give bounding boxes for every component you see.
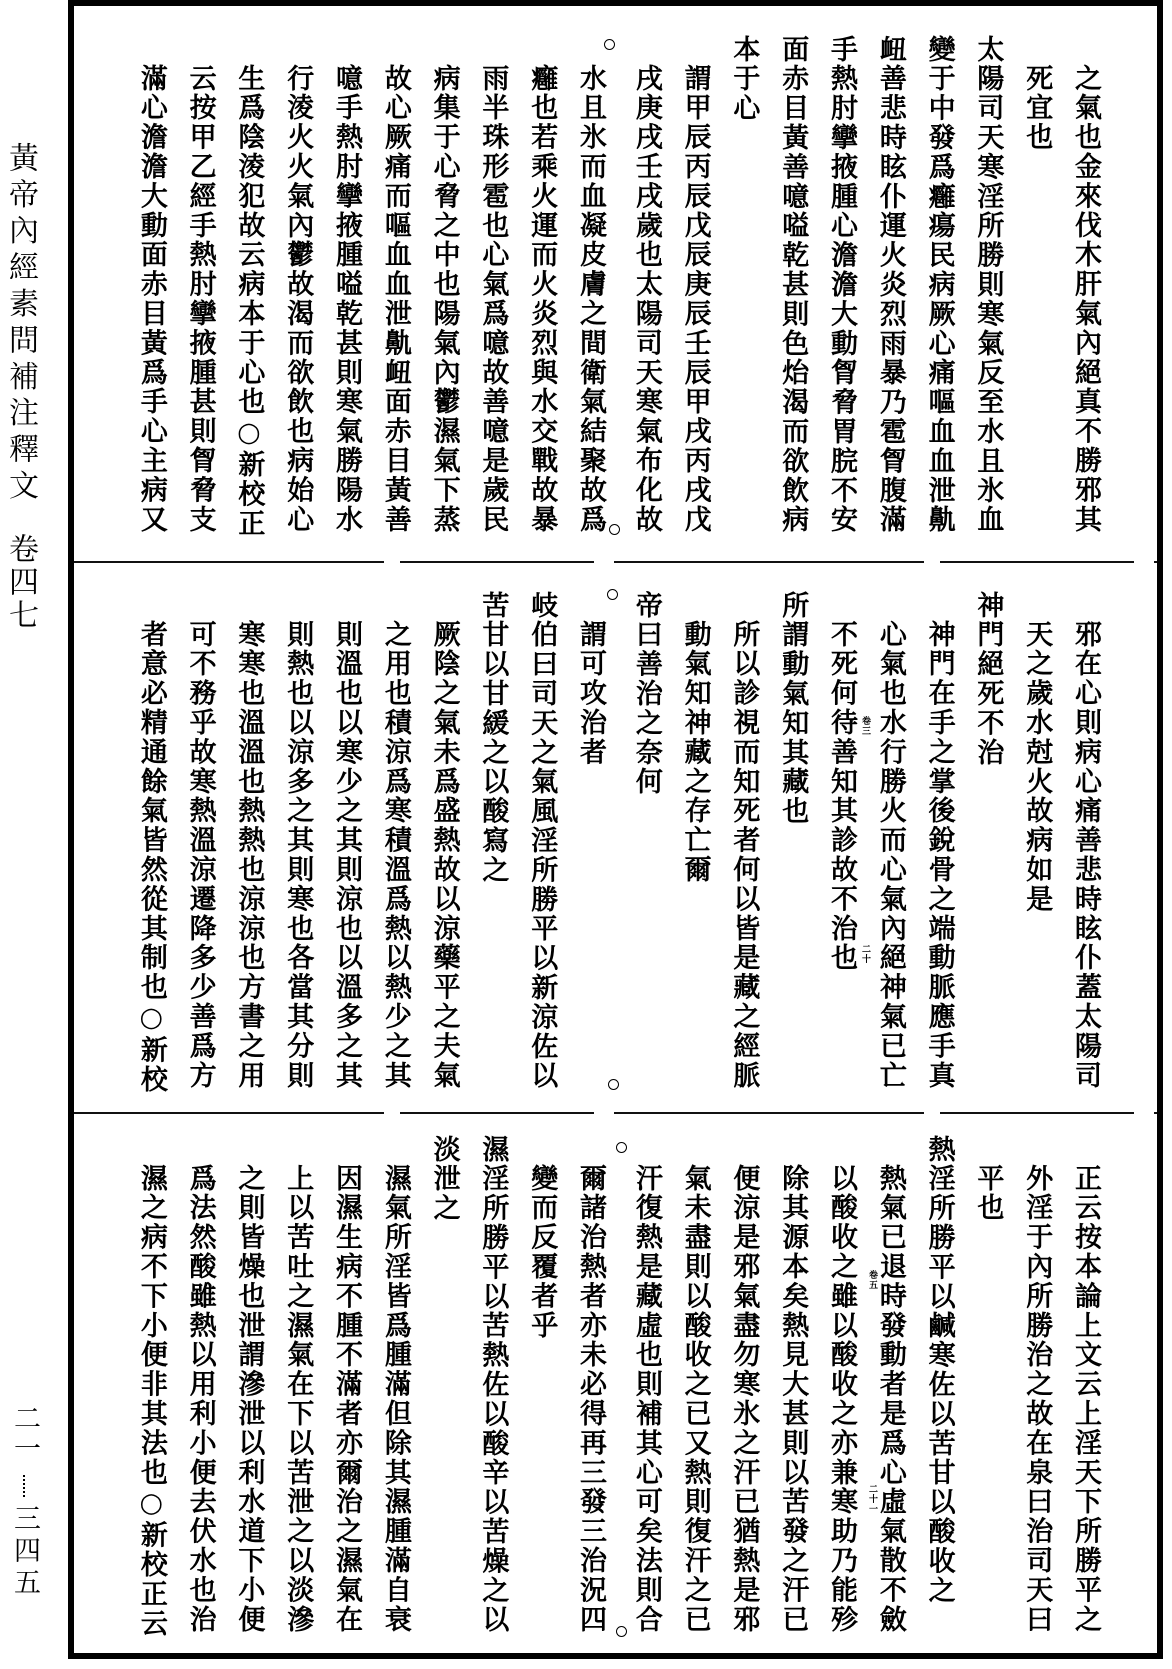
text-column: 之用也積涼爲寒積溫爲熱以熱少之其 (379, 620, 411, 1091)
book-title: 黃帝內經素問補注釋文 (3, 142, 38, 506)
page-volume: 二一 (9, 1404, 40, 1464)
text-column: 可不務乎故寒熱溫涼遷降多少善爲方 (184, 620, 216, 1091)
text-column: 噫手熱肘攣掖腫嗌乾甚則寒氣勝陽水 (331, 64, 362, 535)
text-column: 衄善悲時眩仆運火炎烈雨暴乃雹胷腹滿 (874, 35, 906, 535)
text-column: 則溫也以寒少之其則涼也以溫多之其 (331, 620, 362, 1091)
circle-mark-icon (616, 1142, 627, 1153)
text-column: 正云按本論上文云上淫天下所勝平之 (1070, 1164, 1101, 1635)
juan-label: 卷四七 (3, 533, 38, 632)
text-column: 上以苦吐之濕氣在下以苦泄之以淡滲 (282, 1164, 314, 1635)
panel-3-right-half (621, 1135, 1109, 1647)
text-column: 手熱肘攣掖腫心澹澹大動胷脅胃脘不安 (826, 35, 857, 535)
text-column: 本于心 (728, 35, 760, 124)
text-column: 濕氣所淫皆爲腫滿但除其濕腫滿自衰 (379, 1164, 411, 1635)
text-column: 帝曰善治之奈何 (630, 591, 662, 797)
text-column: 寒寒也溫溫也熱熱也涼涼也方書之用 (233, 620, 265, 1091)
text-column: 之氣也金來伐木肝氣內絕真不勝邪其 (1070, 64, 1101, 535)
panel-divider-1 (74, 561, 1157, 563)
text-column: 厥陰之氣未爲盛熱故以涼藥平之夫氣 (428, 620, 460, 1091)
text-column: 雨半珠形雹也心氣爲噫故善噫是歲民 (477, 64, 509, 535)
circle-mark-icon (608, 1079, 619, 1090)
text-column: 行淩火火氣內鬱故渴而欲飲也病始心 (282, 64, 314, 535)
panel-2-right-half (621, 591, 1109, 1103)
text-column: 生爲陰淩犯故云病本于心也○新校正 (233, 64, 265, 539)
text-column: 以酸收之雖以酸收之亦兼寒助乃能殄 (826, 1164, 857, 1635)
panel-2-left-half (126, 591, 614, 1103)
panel-1-left-half (126, 35, 614, 547)
circle-mark-icon (604, 39, 615, 50)
page-number: 三四五 (9, 1504, 40, 1600)
text-column: 汗復熱是藏虛也則補其心可矣法則合 (630, 1164, 662, 1635)
text-column: 神門絕死不治 (972, 591, 1004, 768)
text-column: 病集于心脅之中也陽氣內鬱濕氣下蒸 (428, 64, 460, 535)
text-column: 面赤目黃善噫嗌乾甚則色炲渴而欲飲病 (777, 35, 809, 535)
text-column: 動氣知神藏之存亡爾 (679, 620, 711, 885)
text-column: 便涼是邪氣盡勿寒氷之汗已猶熱是邪 (728, 1164, 760, 1635)
text-column: 戌庚戌壬戌歲也太陽司天寒氣布化故 (630, 64, 662, 535)
text-column: 熱氣已退時發動者是爲心虛氣散不斂 (874, 1164, 906, 1635)
text-column: 太陽司天寒淫所勝則寒氣反至水且氷血 (972, 35, 1004, 535)
fold-mark-juan: 卷三 (860, 716, 870, 736)
panel-1-right-half (621, 35, 1109, 547)
text-column: 云按甲乙經手熱肘攣掖腫甚則胷脅支 (184, 64, 216, 535)
text-column: 爾諸治熱者亦未必得再三發三治況四 (575, 1164, 606, 1635)
panel-divider-2 (74, 1112, 1157, 1114)
fold-mark-juan: 卷五 (867, 1270, 877, 1290)
text-column: 謂可攻治者 (575, 620, 606, 768)
panel-3-left-half (126, 1135, 614, 1647)
text-column: 不死何待善知其診故不治也 (826, 620, 857, 974)
text-column: 變于中發爲癰瘍民病厥心痛嘔血血泄鼽 (923, 35, 955, 535)
text-column: 因濕生病不腫不滿者亦爾治之濕氣在 (331, 1164, 362, 1635)
text-column: 外淫于內所勝治之故在泉曰治司天曰 (1021, 1164, 1053, 1635)
text-column: 天之歲水尅火故病如是 (1021, 620, 1053, 915)
text-column: 濕淫所勝平以苦熱佐以酸辛以苦燥之以 (477, 1135, 509, 1635)
text-column: 者意必精通餘氣皆然從其制也○新校 (135, 620, 167, 1095)
text-panel-3 (0, 1135, 1172, 1647)
text-column: 神門在手之掌後銳骨之端動脈應手真 (923, 620, 955, 1091)
circle-mark-icon (607, 589, 618, 600)
text-column: 水且氷而血凝皮膚之間衛氣結聚故爲 (575, 64, 606, 535)
text-column: 滿心澹澹大動面赤目黃爲手心主病又 (135, 64, 167, 535)
text-column: 濕之病不下小便非其法也○新校正云 (135, 1164, 167, 1639)
text-column: 平也 (972, 1164, 1004, 1224)
text-column: 爲法然酸雖熱以用利小便去伏水也治 (184, 1164, 216, 1635)
text-column: 則熱也以涼多之其則寒也各當其分則 (282, 620, 314, 1091)
text-column: 氣未盡則以酸收之已又熱則復汗之已 (679, 1164, 711, 1635)
text-column: 之則皆燥也泄謂滲泄以利水道下小便 (233, 1164, 265, 1635)
text-column: 所以診視而知死者何以皆是藏之經脈 (728, 620, 760, 1091)
text-column: 故心厥痛而嘔血血泄鼽衄面赤目黃善 (379, 64, 411, 535)
text-column: 所謂動氣知其藏也 (777, 591, 809, 827)
fold-mark-leaf: 二十 (860, 944, 870, 964)
text-column: 岐伯曰司天之氣風淫所勝平以新涼佐以 (526, 591, 558, 1091)
text-column: 死宜也 (1021, 64, 1053, 153)
text-column: 謂甲辰丙辰戊辰庚辰壬辰甲戌丙戌戊 (679, 64, 711, 535)
circle-mark-icon (609, 524, 620, 535)
text-column: 除其源本矣熱見大甚則以苦發之汗已 (777, 1164, 809, 1635)
text-column: 邪在心則病心痛善悲時眩仆蓋太陽司 (1070, 620, 1101, 1091)
text-panel-2 (0, 591, 1172, 1103)
text-column: 心氣也水行勝火而心氣內絕神氣已亡 (874, 620, 906, 1091)
circle-mark-icon (616, 1626, 627, 1637)
text-panel-1 (0, 35, 1172, 547)
text-column: 苦甘以甘緩之以酸寫之 (477, 591, 509, 885)
text-column: 淡泄之 (428, 1135, 460, 1224)
text-column: 癰也若乘火運而火炎烈與水交戰故暴 (526, 64, 558, 535)
text-column: 變而反覆者乎 (526, 1164, 558, 1341)
fold-mark-leaf: 二十一 (867, 1484, 877, 1514)
text-column: 熱淫所勝平以鹹寒佐以苦甘以酸收之 (923, 1135, 955, 1606)
